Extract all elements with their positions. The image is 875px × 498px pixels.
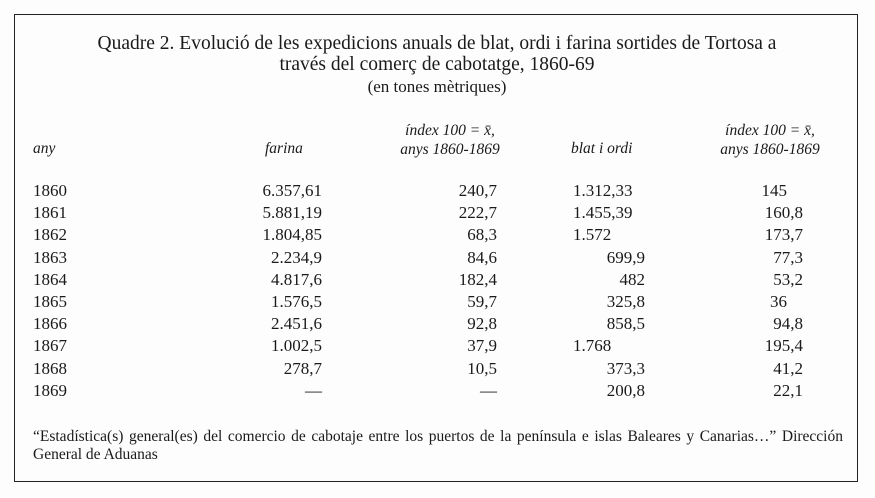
cell-any: 1862 (33, 225, 67, 245)
cell-blat: 858,5 (606, 314, 645, 334)
cell-blat: 1.455,39 (573, 203, 633, 223)
cell-index2: 36 (770, 292, 787, 311)
header-index-blat-line2: anys 1860-1869 (720, 141, 820, 158)
header-index-farina (375, 121, 525, 159)
cell-index1: 222,7 (458, 203, 497, 223)
table-title (15, 33, 859, 75)
cell-blat: 1.312,33 (573, 181, 633, 200)
cell-index1: 92,8 (467, 314, 497, 334)
header-index-blat-line1: índex 100 = x̄, (725, 122, 815, 139)
header-farina: farina (265, 140, 303, 157)
cell-index1: 10,5 (467, 358, 497, 378)
header-index-farina-line1: índex 100 = x̄, (405, 122, 495, 139)
cell-index2: 195,4 (764, 336, 803, 356)
cell-blat: 373,3 (606, 358, 645, 378)
cell-index1: 240,7 (458, 181, 497, 200)
cell-index2: 53,2 (773, 269, 803, 289)
header-any: any (33, 140, 56, 157)
cell-index1: 59,7 (467, 292, 497, 311)
cell-index1: 182,4 (458, 269, 497, 289)
cell-index2: 173,7 (764, 225, 803, 245)
cell-farina: 2.451,6 (271, 314, 322, 334)
cell-any: 1864 (33, 269, 67, 289)
cell-index1: 84,6 (467, 247, 497, 267)
cell-any: 1867 (33, 336, 67, 356)
table-subtitle: (en tones mètriques) (367, 77, 507, 96)
cell-index2: 160,8 (764, 203, 803, 223)
cell-farina: 5.881,19 (262, 203, 322, 223)
cell-index2: 77,3 (773, 247, 803, 267)
cell-index2: 145 (761, 181, 787, 200)
cell-farina: 278,7 (283, 358, 322, 378)
cell-farina: 1.804,85 (262, 225, 322, 245)
cell-any: 1866 (33, 314, 67, 334)
cell-index2: 22,1 (773, 380, 803, 400)
header-index-farina-line2: anys 1860-1869 (400, 141, 500, 158)
cell-any: 1869 (33, 380, 67, 400)
cell-blat: 325,8 (606, 292, 645, 311)
cell-any: 1861 (33, 203, 67, 223)
cell-blat: 699,9 (606, 247, 645, 267)
cell-blat: 1.572 (573, 225, 612, 245)
cell-farina: 6.357,61 (262, 181, 322, 200)
table-frame (14, 14, 858, 482)
cell-any: 1865 (33, 292, 67, 311)
cell-farina: 4.817,6 (271, 269, 322, 289)
cell-any: 1863 (33, 247, 67, 267)
cell-farina: — (305, 380, 322, 400)
title-line-2: través del comerç de cabotatge, 1860-69 (279, 54, 595, 75)
cell-farina: 1.002,5 (271, 336, 322, 356)
title-line-1: Quadre 2. Evolució de les expedicions anuals de blat, ordi i farina sortides de Tortosa a (97, 33, 777, 54)
cell-any: 1860 (33, 181, 67, 200)
header-index-blat (695, 121, 845, 159)
cell-any: 1868 (33, 358, 67, 378)
header-blat: blat i ordi (571, 140, 633, 157)
cell-index2: 94,8 (773, 314, 803, 334)
cell-blat: 1.768 (573, 336, 612, 356)
cell-index1: 37,9 (467, 336, 497, 356)
cell-farina: 2.234,9 (271, 247, 322, 267)
cell-farina: 1.576,5 (271, 292, 322, 311)
source-footnote: “Estadística(s) general(es) del comercio de cabotaje entre los puertos de la península e islas Baleares y Canarias…” Dirección General de Aduanas (33, 428, 843, 463)
cell-index2: 41,2 (773, 358, 803, 378)
cell-blat: 200,8 (606, 380, 645, 400)
cell-index1: 68,3 (467, 225, 497, 245)
cell-index1: — (480, 380, 497, 400)
cell-blat: 482 (619, 269, 645, 289)
